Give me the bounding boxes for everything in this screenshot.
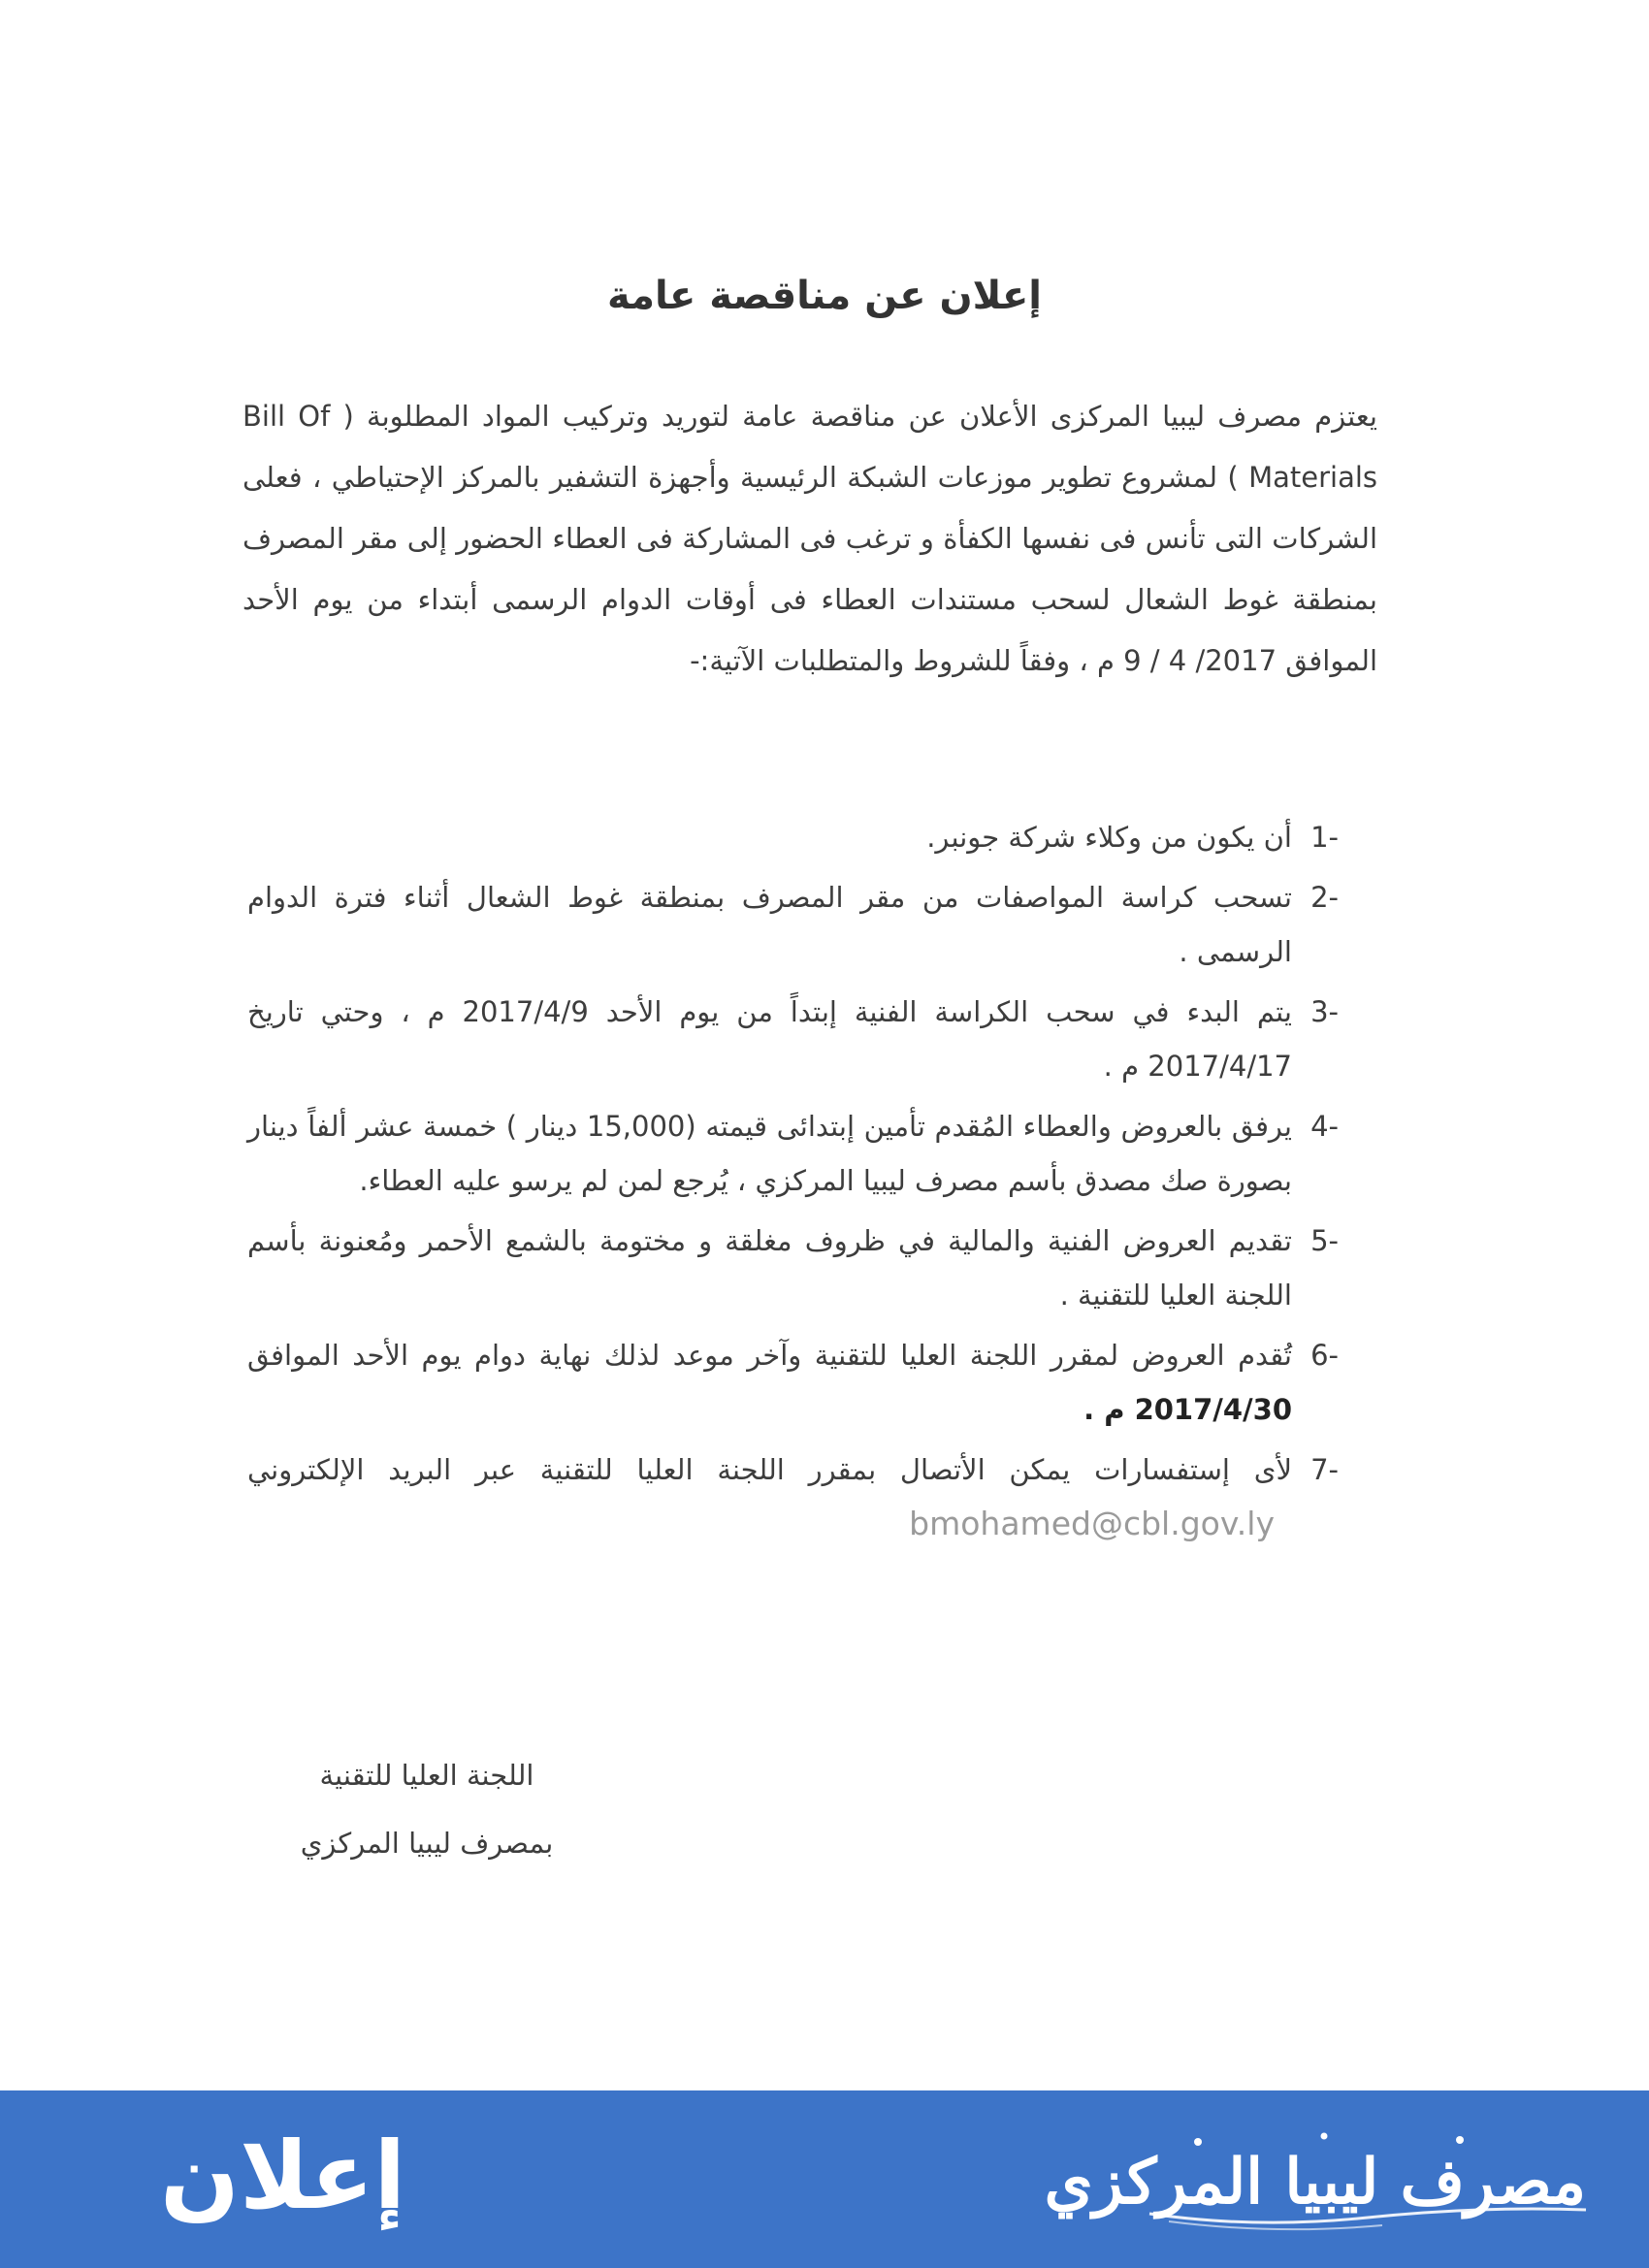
condition-text: يرفق بالعروض والعطاء المُقدم تأمين إبتدائى قيمته (15,000 دينار ) خمسة عشر ألفاً دينار بصورة صك مصدق بأسم مصرف ليبيا المركزي ، يُرجع لمن لم يرسو عليه العطاء. (247, 1110, 1292, 1197)
condition-6 (247, 1328, 1339, 1437)
bank-logo (1044, 2124, 1596, 2236)
conditions-list (247, 810, 1339, 1552)
intro-part-2: ) لمشروع تطوير موزعات الشبكة الرئيسية وأجهزة التشفير بالمركز الإحتياطي ، فعلى الشركات التى تأنس فى نفسها الكفأة و ترغب فى المشاركة فى العطاء الحضور إلى مقر المصرف بمنطقة غوط الشعال لسحب مستندات العطاء فى أوقات الدوام الرسمى أبتداء من يوم الأحد الموافق (242, 461, 1377, 677)
announcement-word: إعلان (160, 2122, 406, 2230)
condition-text: تُقدم العروض لمقرر اللجنة العليا للتقنية وآخر موعد لذلك نهاية دوام يوم الأحد الموافق (247, 1339, 1292, 1372)
condition-number: -2 (1310, 881, 1339, 914)
intro-paragraph (242, 386, 1377, 692)
condition-text: يتم البدء في سحب الكراسة الفنية إبتداً من يوم الأحد 2017/4/9 م ، وحتي تاريخ 2017/4/17 م . (247, 995, 1292, 1083)
condition-text: تقديم العروض الفنية والمالية في ظروف مغلقة و مختومة بالشمع الأحمر ومُعنونة بأسم اللجنة العليا للتقنية . (247, 1224, 1292, 1312)
condition-3 (247, 985, 1339, 1093)
condition-text: لأى إستفسارات يمكن الأتصال بمقرر اللجنة العليا للتقنية عبر البريد الإلكتروني (247, 1453, 1292, 1486)
signature-line-1: اللجنة العليا للتقنية (319, 1759, 534, 1792)
condition-text: تسحب كراسة المواصفات من مقر المصرف بمنطقة غوط الشعال أثناء فترة الدوام الرسمى . (247, 881, 1292, 968)
signature-line-2: بمصرف ليبيا المركزي (300, 1827, 554, 1860)
footer-banner (0, 2090, 1649, 2268)
deadline-date: 2017/4/30 م . (1083, 1393, 1292, 1426)
condition-4 (247, 1099, 1339, 1208)
condition-number: -5 (1310, 1224, 1339, 1257)
condition-text: أن يكون من وكلاء شركة جونبر. (926, 821, 1292, 854)
condition-number: -6 (1310, 1339, 1339, 1372)
intro-date: 9 / 4 /2017 (1123, 644, 1277, 677)
condition-number: -3 (1310, 995, 1339, 1028)
condition-number: -7 (1310, 1453, 1339, 1486)
contact-email-link[interactable]: bmohamed@cbl.gov.ly (909, 1505, 1275, 1542)
condition-number: -1 (1310, 821, 1339, 854)
intro-bom: Bill Of Materials (242, 400, 1377, 494)
condition-1 (247, 810, 1339, 864)
page-title: إعلان عن مناقصة عامة (607, 274, 1042, 318)
condition-7 (247, 1442, 1339, 1552)
intro-part-1: يعتزم مصرف ليبيا المركزى الأعلان عن مناقصة عامة لتوريد وتركيب المواد المطلوبة ( (342, 400, 1377, 433)
condition-2 (247, 870, 1339, 979)
bank-logo-text: مصرف ليبيا المركزي (1044, 2146, 1586, 2219)
signature-block (262, 1741, 592, 1877)
intro-part-3: م ، وفقاً للشروط والمتطلبات الآتية:- (690, 644, 1115, 677)
condition-number: -4 (1310, 1110, 1339, 1143)
condition-5 (247, 1214, 1339, 1322)
